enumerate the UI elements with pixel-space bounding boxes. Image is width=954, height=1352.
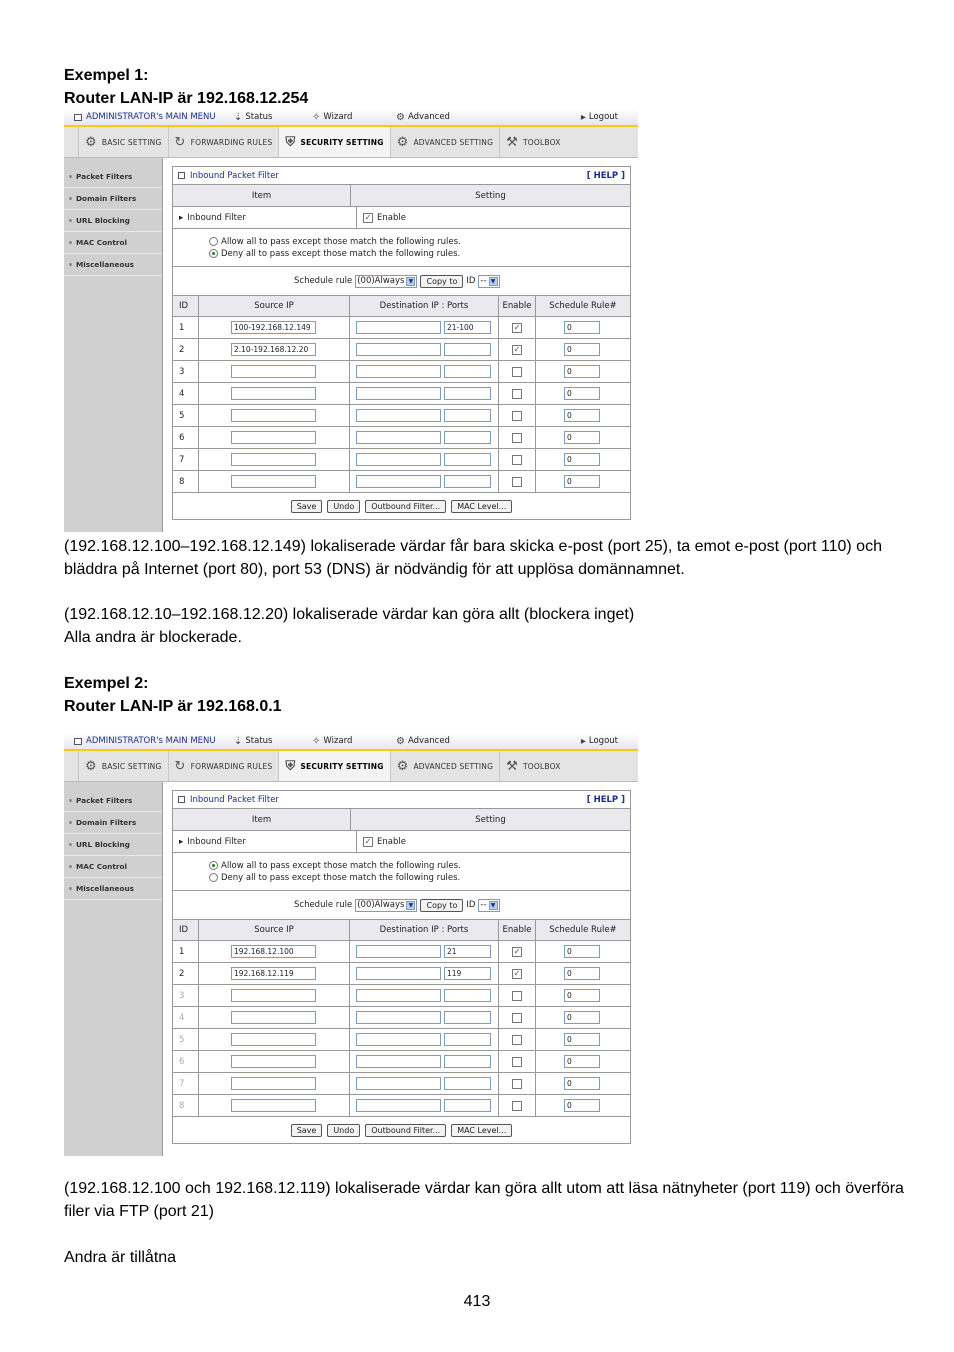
wrench-icon: ⚙ bbox=[85, 758, 97, 774]
port-input[interactable] bbox=[444, 453, 491, 466]
rule-id: 6 bbox=[173, 1051, 199, 1072]
rule-id: 1 bbox=[173, 317, 199, 338]
source-ip-input[interactable] bbox=[231, 409, 316, 422]
port-input[interactable] bbox=[444, 1055, 491, 1068]
rule-enable-checkbox[interactable] bbox=[512, 1057, 522, 1067]
rule-id: 1 bbox=[173, 941, 199, 962]
chevron-down-icon: ▼ bbox=[489, 901, 498, 910]
rule-id: 7 bbox=[173, 1073, 199, 1094]
tab-advanced-setting[interactable]: ⚙ ADVANCED SETTING bbox=[390, 127, 500, 157]
rule-id: 5 bbox=[173, 405, 199, 426]
destination-ip-input[interactable] bbox=[356, 409, 441, 422]
table-row bbox=[173, 985, 630, 1007]
help-link[interactable]: [ HELP ] bbox=[586, 170, 625, 181]
arrow-right-icon: ▸ bbox=[580, 111, 586, 123]
table-row bbox=[173, 1007, 630, 1029]
gear-icon: ⚙ bbox=[396, 134, 409, 150]
bullet-icon bbox=[69, 175, 72, 178]
column-setting: Setting bbox=[475, 814, 506, 825]
panel-icon bbox=[178, 172, 185, 179]
port-input[interactable] bbox=[444, 343, 491, 356]
column-source-ip: Source IP bbox=[199, 296, 350, 316]
schedule-rule-input[interactable]: 0 bbox=[564, 1055, 600, 1068]
deny-all-radio[interactable] bbox=[209, 873, 218, 882]
port-input[interactable] bbox=[444, 1099, 491, 1112]
destination-ip-input[interactable] bbox=[356, 453, 441, 466]
sidebar-item-domain-filters[interactable]: Domain Filters bbox=[64, 188, 162, 210]
source-ip-input[interactable] bbox=[231, 989, 316, 1002]
advanced-menu[interactable]: ⚙ Advanced bbox=[396, 111, 450, 123]
destination-ip-input[interactable] bbox=[356, 431, 441, 444]
tab-toolbox[interactable]: ⚒ TOOLBOX bbox=[499, 751, 566, 781]
source-ip-input[interactable]: 2.10-192.168.12.20 bbox=[231, 343, 316, 356]
destination-ip-input[interactable] bbox=[356, 1099, 441, 1112]
table-row bbox=[173, 1051, 630, 1073]
sidebar bbox=[64, 158, 163, 532]
save-button[interactable]: Save bbox=[291, 500, 323, 513]
schedule-rule-input[interactable]: 0 bbox=[564, 365, 600, 378]
id-select[interactable]: -- ▼ bbox=[478, 899, 499, 912]
bullet-icon bbox=[69, 197, 72, 200]
destination-ip-input[interactable] bbox=[356, 1055, 441, 1068]
example1-description: (192.168.12.100–192.168.12.149) lokaliserade värdar får bara skicka e-post (port 25), ta emot e-post (port 110) och bläddra på Internet (port 80), port 53 (DNS) är nödvändig för att upplösa domännamnet. bbox=[64, 538, 882, 578]
rule-enable-checkbox[interactable] bbox=[512, 477, 522, 487]
tab-security-setting[interactable]: ⛨ SECURITY SETTING bbox=[278, 127, 389, 157]
id-select[interactable]: -- ▼ bbox=[478, 275, 499, 288]
rule-enable-checkbox[interactable] bbox=[512, 455, 522, 465]
port-input[interactable] bbox=[444, 1033, 491, 1046]
table-row bbox=[173, 405, 630, 427]
rule-enable-checkbox[interactable]: ✓ bbox=[513, 946, 521, 956]
rule-enable-checkbox[interactable] bbox=[512, 1013, 522, 1023]
rule-enable-checkbox[interactable] bbox=[512, 1079, 522, 1089]
source-ip-input[interactable] bbox=[231, 365, 316, 378]
panel-title: Inbound Packet Filter bbox=[190, 170, 279, 181]
tab-basic-setting[interactable]: ⚙ BASIC SETTING bbox=[78, 751, 168, 781]
example1-heading: Exempel 1: bbox=[64, 67, 149, 84]
wizard-menu[interactable]: ✧ Wizard bbox=[312, 111, 353, 123]
chevron-down-icon: ▼ bbox=[406, 277, 415, 286]
copy-to-button[interactable]: Copy to bbox=[420, 275, 463, 288]
example1-description-3: Alla andra är blockerade. bbox=[64, 629, 242, 646]
rule-id: 3 bbox=[173, 985, 199, 1006]
shield-icon: ⛨ bbox=[285, 758, 296, 774]
column-destination: Destination IP : Ports bbox=[350, 920, 499, 940]
source-ip-input[interactable] bbox=[231, 431, 316, 444]
table-row bbox=[173, 427, 630, 449]
wizard-icon: ✧ bbox=[312, 111, 321, 123]
sidebar-item-miscellaneous[interactable]: Miscellaneous bbox=[64, 254, 162, 276]
sidebar-item-url-blocking[interactable]: URL Blocking bbox=[64, 834, 162, 856]
column-enable: Enable bbox=[499, 296, 536, 316]
table-row bbox=[173, 339, 630, 361]
shield-icon: ⛨ bbox=[285, 134, 296, 150]
help-link[interactable]: [ HELP ] bbox=[586, 794, 625, 805]
port-input[interactable] bbox=[444, 475, 491, 488]
advanced-icon: ⚙ bbox=[396, 111, 405, 123]
column-schedule: Schedule Rule# bbox=[549, 925, 617, 935]
rule-id: 4 bbox=[173, 383, 199, 404]
main-tabs bbox=[64, 127, 638, 158]
inbound-packet-filter-panel: Inbound Packet Filter [ HELP ] Item Setting ▸ Inbound Filter ✓ Enable Allow all to pass except those match the following rules. Deny all to pass except those match the following rules. Schedule rule (00)Always ▼ Copy to ID -- ▼ ID Source IP Destination IP : Ports Enable Schedule Rule# 1 100-192.168.12.149 21-100 ✓ 0 2 2.10-192.168.12.20 ✓ 0 3 0 4 0 5 0 6 0 7 0 8 0 Save Undo Outbound Filter... MAC Level... bbox=[172, 166, 631, 520]
port-input[interactable] bbox=[444, 409, 491, 422]
column-item: Item bbox=[173, 809, 351, 830]
arrow-right-icon: ▸ bbox=[580, 735, 586, 747]
undo-button[interactable]: Undo bbox=[327, 1124, 360, 1137]
mac-level-button[interactable]: MAC Level... bbox=[451, 500, 512, 513]
schedule-rule-select[interactable]: (00)Always ▼ bbox=[355, 899, 417, 912]
tab-forwarding-rules[interactable]: ↻ FORWARDING RULES bbox=[168, 751, 279, 781]
example1-description-2: (192.168.12.10–192.168.12.20) lokaliserade värdar kan göra allt (blockera inget) bbox=[64, 606, 635, 623]
wizard-icon: ✧ bbox=[312, 735, 321, 747]
source-ip-input[interactable] bbox=[231, 453, 316, 466]
allow-all-radio[interactable] bbox=[209, 861, 218, 870]
status-icon: ⇣ bbox=[234, 111, 243, 123]
tab-forwarding-rules[interactable]: ↻ FORWARDING RULES bbox=[168, 127, 279, 157]
port-input[interactable] bbox=[444, 989, 491, 1002]
column-id: ID bbox=[173, 296, 199, 316]
port-input[interactable] bbox=[444, 1011, 491, 1024]
tab-toolbox[interactable]: ⚒ TOOLBOX bbox=[499, 127, 566, 157]
inbound-filter-enable-checkbox[interactable]: ✓ bbox=[364, 836, 372, 846]
undo-button[interactable]: Undo bbox=[327, 500, 360, 513]
destination-ip-input[interactable] bbox=[356, 1033, 441, 1046]
router-top-menu bbox=[64, 733, 638, 751]
advanced-icon: ⚙ bbox=[396, 735, 405, 747]
rule-enable-checkbox[interactable] bbox=[512, 367, 522, 377]
schedule-rule-input[interactable]: 0 bbox=[564, 1077, 600, 1090]
bullet-icon bbox=[69, 865, 72, 868]
inbound-filter-enable-checkbox[interactable]: ✓ bbox=[364, 212, 372, 222]
router-top-menu bbox=[64, 109, 638, 127]
source-ip-input[interactable] bbox=[231, 1033, 316, 1046]
arrow-right-icon: ▸ bbox=[179, 836, 184, 847]
rule-enable-checkbox[interactable] bbox=[512, 433, 522, 443]
source-ip-input[interactable] bbox=[231, 1055, 316, 1068]
rule-id: 8 bbox=[173, 1095, 199, 1116]
source-ip-input[interactable] bbox=[231, 1077, 316, 1090]
outbound-filter-button[interactable]: Outbound Filter... bbox=[365, 1124, 446, 1137]
mac-level-button[interactable]: MAC Level... bbox=[451, 1124, 512, 1137]
wrench-icon: ⚙ bbox=[85, 134, 97, 150]
port-input[interactable]: 21-100 bbox=[444, 321, 491, 334]
example2-description: (192.168.12.100 och 192.168.12.119) lokaliserade värdar kan göra allt utom att läsa nätnyheter (port 119) och överföra filer via FTP (port 21) bbox=[64, 1180, 904, 1220]
destination-ip-input[interactable] bbox=[356, 989, 441, 1002]
allow-all-radio[interactable] bbox=[209, 237, 218, 246]
column-enable: Enable bbox=[499, 920, 536, 940]
example2-subheading: Router LAN-IP är 192.168.0.1 bbox=[64, 698, 282, 715]
page-number: 413 bbox=[463, 1293, 491, 1310]
destination-ip-input[interactable] bbox=[356, 343, 441, 356]
tab-advanced-setting[interactable]: ⚙ ADVANCED SETTING bbox=[390, 751, 500, 781]
outbound-filter-button[interactable]: Outbound Filter... bbox=[365, 500, 446, 513]
sidebar-item-mac-control[interactable]: MAC Control bbox=[64, 232, 162, 254]
rule-id: 6 bbox=[173, 427, 199, 448]
source-ip-input[interactable]: 100-192.168.12.149 bbox=[231, 321, 316, 334]
table-row bbox=[173, 1029, 630, 1051]
table-row bbox=[173, 361, 630, 383]
port-input[interactable] bbox=[444, 431, 491, 444]
admin-main-menu[interactable]: ADMINISTRATOR's MAIN MENU bbox=[64, 112, 234, 122]
gear-icon: ⚙ bbox=[396, 758, 409, 774]
rule-enable-checkbox[interactable] bbox=[512, 991, 522, 1001]
port-input[interactable] bbox=[444, 387, 491, 400]
port-input[interactable]: 21 bbox=[444, 945, 491, 958]
column-item: Item bbox=[173, 185, 351, 206]
chevron-down-icon: ▼ bbox=[406, 901, 415, 910]
schedule-rule-input[interactable]: 0 bbox=[564, 1011, 600, 1024]
destination-ip-input[interactable] bbox=[356, 1011, 441, 1024]
rule-enable-checkbox[interactable] bbox=[512, 411, 522, 421]
port-input[interactable] bbox=[444, 365, 491, 378]
column-id: ID bbox=[173, 920, 199, 940]
deny-all-radio[interactable] bbox=[209, 249, 218, 258]
bullet-icon bbox=[69, 821, 72, 824]
schedule-rule-select[interactable]: (00)Always ▼ bbox=[355, 275, 417, 288]
schedule-rule-input[interactable]: 0 bbox=[564, 343, 600, 356]
source-ip-input[interactable]: 192.168.12.100 bbox=[231, 945, 316, 958]
table-row bbox=[173, 1073, 630, 1095]
rule-id: 2 bbox=[173, 339, 199, 360]
copy-to-button[interactable]: Copy to bbox=[420, 899, 463, 912]
example2-description-2: Andra är tillåtna bbox=[64, 1249, 177, 1266]
port-input[interactable]: 119 bbox=[444, 967, 491, 980]
source-ip-input[interactable]: 192.168.12.119 bbox=[231, 967, 316, 980]
panel-icon bbox=[178, 796, 185, 803]
bullet-icon bbox=[69, 219, 72, 222]
rule-id: 7 bbox=[173, 449, 199, 470]
logout-link[interactable]: ▸ Logout bbox=[580, 111, 618, 123]
table-row bbox=[173, 963, 630, 985]
rule-id: 8 bbox=[173, 471, 199, 492]
status-menu[interactable]: ⇣ Status bbox=[234, 735, 273, 747]
forward-icon: ↻ bbox=[174, 758, 186, 774]
schedule-rule-input[interactable]: 0 bbox=[564, 989, 600, 1002]
tab-basic-setting[interactable]: ⚙ BASIC SETTING bbox=[78, 127, 168, 157]
rule-enable-checkbox[interactable]: ✓ bbox=[513, 968, 521, 978]
rule-id: 3 bbox=[173, 361, 199, 382]
source-ip-input[interactable] bbox=[231, 1011, 316, 1024]
arrow-right-icon: ▸ bbox=[179, 212, 184, 223]
source-ip-input[interactable] bbox=[231, 387, 316, 400]
column-schedule: Schedule Rule# bbox=[549, 301, 617, 311]
logout-link[interactable]: ▸ Logout bbox=[580, 735, 618, 747]
rule-enable-checkbox[interactable] bbox=[512, 1101, 522, 1111]
destination-ip-input[interactable] bbox=[356, 387, 441, 400]
wizard-menu[interactable]: ✧ Wizard bbox=[312, 735, 353, 747]
column-setting: Setting bbox=[475, 190, 506, 201]
toolbox-icon: ⚒ bbox=[506, 134, 518, 150]
table-row bbox=[173, 449, 630, 471]
menu-icon bbox=[74, 738, 82, 745]
rule-enable-checkbox[interactable]: ✓ bbox=[513, 344, 521, 354]
inbound-packet-filter-panel: Inbound Packet Filter [ HELP ] Item Setting ▸ Inbound Filter ✓ Enable Allow all to pass except those match the following rules. Deny all to pass except those match the following rules. Schedule rule (00)Always ▼ Copy to ID -- ▼ ID Source IP Destination IP : Ports Enable Schedule Rule# 1 192.168.12.100 21 ✓ 0 2 192.168.12.119 119 ✓ 0 3 0 4 0 5 0 6 0 7 0 8 0 Save Undo Outbound Filter... MAC Level... bbox=[172, 790, 631, 1144]
schedule-rule-input[interactable]: 0 bbox=[564, 321, 600, 334]
schedule-rule-input[interactable]: 0 bbox=[564, 387, 600, 400]
schedule-rule-input[interactable]: 0 bbox=[564, 1033, 600, 1046]
forward-icon: ↻ bbox=[174, 134, 186, 150]
rule-id: 4 bbox=[173, 1007, 199, 1028]
main-tabs bbox=[64, 751, 638, 782]
schedule-rule-input[interactable]: 0 bbox=[564, 475, 600, 488]
table-row bbox=[173, 383, 630, 405]
sidebar-item-mac-control[interactable]: MAC Control bbox=[64, 856, 162, 878]
save-button[interactable]: Save bbox=[291, 1124, 323, 1137]
advanced-menu[interactable]: ⚙ Advanced bbox=[396, 735, 450, 747]
source-ip-input[interactable] bbox=[231, 475, 316, 488]
bullet-icon bbox=[69, 843, 72, 846]
destination-ip-input[interactable] bbox=[356, 365, 441, 378]
example1-subheading: Router LAN-IP är 192.168.12.254 bbox=[64, 90, 309, 107]
table-row bbox=[173, 471, 630, 493]
rule-id: 2 bbox=[173, 963, 199, 984]
tab-security-setting[interactable]: ⛨ SECURITY SETTING bbox=[278, 751, 389, 781]
schedule-rule-input[interactable]: 0 bbox=[564, 1099, 600, 1112]
column-destination: Destination IP : Ports bbox=[350, 296, 499, 316]
schedule-rule-input[interactable]: 0 bbox=[564, 453, 600, 466]
sidebar-item-miscellaneous[interactable]: Miscellaneous bbox=[64, 878, 162, 900]
rule-id: 5 bbox=[173, 1029, 199, 1050]
sidebar-item-domain-filters[interactable]: Domain Filters bbox=[64, 812, 162, 834]
bullet-icon bbox=[69, 887, 72, 890]
destination-ip-input[interactable] bbox=[356, 967, 441, 980]
rule-enable-checkbox[interactable] bbox=[512, 389, 522, 399]
destination-ip-input[interactable] bbox=[356, 945, 441, 958]
bullet-icon bbox=[69, 263, 72, 266]
sidebar-item-url-blocking[interactable]: URL Blocking bbox=[64, 210, 162, 232]
status-icon: ⇣ bbox=[234, 735, 243, 747]
table-row bbox=[173, 941, 630, 963]
source-ip-input[interactable] bbox=[231, 1099, 316, 1112]
rule-enable-checkbox[interactable] bbox=[512, 1035, 522, 1045]
bullet-icon bbox=[69, 241, 72, 244]
rule-enable-checkbox[interactable]: ✓ bbox=[513, 322, 521, 332]
panel-title: Inbound Packet Filter bbox=[190, 794, 279, 805]
schedule-rule-input[interactable]: 0 bbox=[564, 431, 600, 444]
router-screenshot bbox=[64, 733, 638, 1156]
destination-ip-input[interactable] bbox=[356, 1077, 441, 1090]
menu-icon bbox=[74, 114, 82, 121]
example2-heading: Exempel 2: bbox=[64, 675, 149, 692]
admin-main-menu[interactable]: ADMINISTRATOR's MAIN MENU bbox=[64, 736, 234, 746]
destination-ip-input[interactable] bbox=[356, 475, 441, 488]
port-input[interactable] bbox=[444, 1077, 491, 1090]
column-source-ip: Source IP bbox=[199, 920, 350, 940]
router-screenshot bbox=[64, 109, 638, 532]
destination-ip-input[interactable] bbox=[356, 321, 441, 334]
schedule-rule-input[interactable]: 0 bbox=[564, 945, 600, 958]
bullet-icon bbox=[69, 799, 72, 802]
sidebar-item-packet-filters[interactable]: Packet Filters bbox=[64, 790, 162, 812]
status-menu[interactable]: ⇣ Status bbox=[234, 111, 273, 123]
chevron-down-icon: ▼ bbox=[489, 277, 498, 286]
sidebar bbox=[64, 782, 163, 1156]
schedule-rule-input[interactable]: 0 bbox=[564, 409, 600, 422]
schedule-rule-input[interactable]: 0 bbox=[564, 967, 600, 980]
toolbox-icon: ⚒ bbox=[506, 758, 518, 774]
table-row bbox=[173, 1095, 630, 1117]
table-row bbox=[173, 317, 630, 339]
sidebar-item-packet-filters[interactable]: Packet Filters bbox=[64, 166, 162, 188]
